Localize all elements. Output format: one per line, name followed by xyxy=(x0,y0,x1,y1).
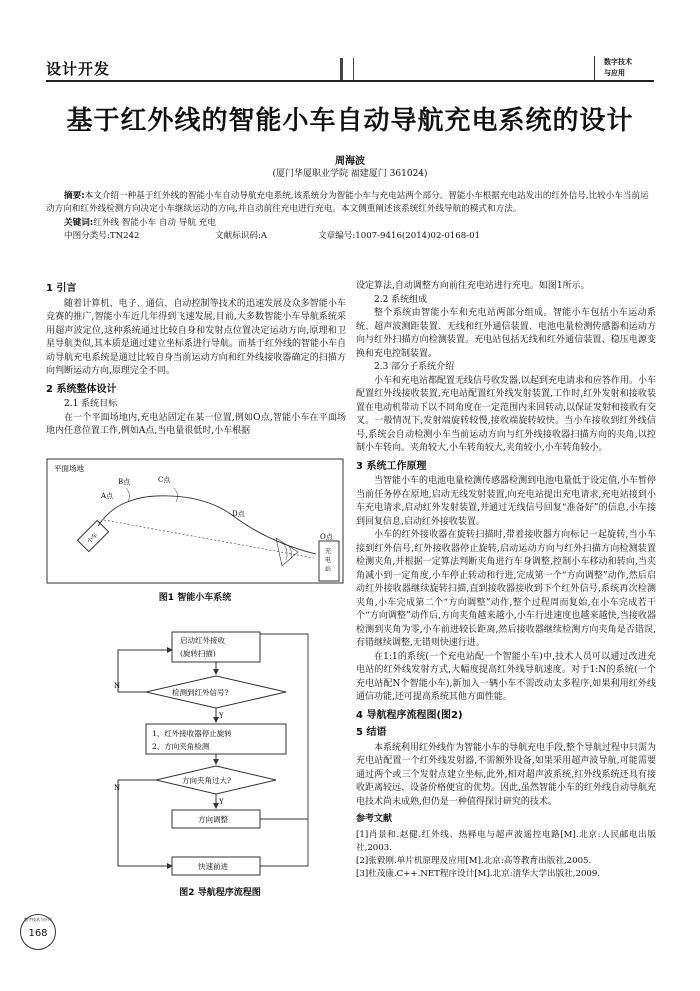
heading-subsystems: 2.3 部分子系统介绍 xyxy=(374,362,455,372)
n-label-2: N xyxy=(114,784,121,792)
principle-paragraph-2: 小车的红外接收器在旋转扫描时,带着接收器方向标记一起旋转,当小车接到红外信号,红外接收器停止旋转,启动运动方向与红外扫描方向检测装置检测夹角,并根据一定算法判断夹角进行车身调整,控制小车移动和转向,当夹角减小到一定角度,小车停止转动和行进,完成第一个“方向调整”动作,然后启动红外接收器继续旋转扫描,直到接收器接收到下个红外信号,系统再次检测夹角,小车完成第二个“方向调整”动作,整个过程周而复始,在小车完成若干个“方向调整”动作后,方向夹角越来越小,小车行进速度也越来越快,当接收器检测到夹角为零,小车前进较长距离,然后接收器继续检测方向夹角是否错误,有错继续调整,无错则快速行进。 xyxy=(356,530,656,648)
car xyxy=(77,520,108,551)
header-bar-thin xyxy=(353,58,354,80)
station-char-2: 电 xyxy=(325,557,332,564)
keywords xyxy=(64,217,654,230)
principle-paragraph-3: 在1:1的系统(一个充电站配一个智能小车)中,技术人员可以通过改进充电站的红外线发射方式,大幅度提高红外线导航速度。对于1:N的系统(一个充电站配N个智能小车),新加入一辆小车不需改动太多程序,如果利用红外线通信功能,还可提高系统其他方面性能。 xyxy=(356,651,656,702)
forward-text: 快速前进 xyxy=(198,862,228,871)
figure-2 xyxy=(100,628,340,878)
point-c-label: C点 xyxy=(158,476,171,484)
scan-arc-b xyxy=(126,488,130,502)
journal-logo xyxy=(594,56,654,80)
page-number: 168 xyxy=(28,928,48,939)
reference-list xyxy=(356,829,656,881)
author: 周海波 xyxy=(335,156,365,167)
header-rule xyxy=(46,80,654,82)
figure-1 xyxy=(46,458,344,584)
heading-components: 2.2 系统组成 xyxy=(374,294,428,305)
keywords-label: 关键词: xyxy=(64,218,94,228)
detect-text: 检测到红外信号? xyxy=(172,688,229,697)
y-label-1: Y xyxy=(219,712,224,720)
reference-item: [2]张毅刚.单片机原理及应用[M].北京:高等教育出版社,2005. xyxy=(356,855,592,866)
start-text-1: 启动红外接收 xyxy=(180,636,225,645)
heading-references: 参考文献 xyxy=(356,814,393,824)
paper-title: 基于红外线的智能小车自动导航充电系统的设计 xyxy=(66,106,634,136)
y-label-2: Y xyxy=(219,798,224,806)
field-border xyxy=(47,459,343,583)
figure-2-flowchart xyxy=(100,628,340,878)
loop-n-1 xyxy=(118,650,172,692)
document-code: 文献标识码:A xyxy=(215,231,268,241)
loop-n-2 xyxy=(118,780,172,866)
affiliation: (厦门华厦职业学院 福建厦门 361024) xyxy=(272,169,428,179)
journal-line1: 数字技术 xyxy=(604,58,632,66)
intro-paragraph: 随着计算机、电子、通信、自动控制等技术的迅速发展及众多智能小车竞赛的推广,智能小车近几年得到飞速发展,目前,大多数智能小车导航系统采用超声波定位,这种系统通过比较自身和发射点位置决定运动方向,原理和卫星导航类似,其本质是通过建立坐标系进行导航。而基于红外线的智能小车自动导航充电系统是通过比较自身当前运动方向和红外线接收器确定的扫描方向判断运动方向,原理完全不同。 xyxy=(46,298,346,376)
principle-paragraph-1: 当智能小车的电池电量检测传感器检测到电池电量低于设定值,小车暂停当前任务停在原地,启动无线发射装置,向充电站提出充电请求,充电站接到小车充电请求,启动红外发射装置,并通过无线信号回复“准备好”的信息,小车接到回复信息,启动红外接收装置。 xyxy=(356,476,656,527)
goal-paragraph: 在一个平面场地内,充电站固定在某一位置,例如O点,智能小车在平面场地内任意位置工作,例如A点,当电量很低时,小车根据 xyxy=(46,412,346,436)
figure-2-caption: 图2 导航程序流程图 xyxy=(179,888,261,898)
reference-item: [3]杜茂康.C++.NET程序设计[M].北京:清华大学出版社,2009. xyxy=(356,868,601,879)
abstract-label: 摘要: xyxy=(64,191,85,201)
badge-text: 数字技术与应用 xyxy=(24,917,52,922)
clc-number: 中图分类号:TN242 xyxy=(64,231,140,241)
header-bar xyxy=(340,58,343,80)
start-text-2: (旋转扫描) xyxy=(180,649,216,658)
right-continuation: 设定算法,自动调整方向前往充电站进行充电。如图1所示。 xyxy=(356,281,590,291)
figure-1-diagram xyxy=(46,458,344,584)
subsystems-paragraph: 小车和充电站都配置无线信号收发器,以起到充电请求和应答作用。小车配置红外线接收装置,充电站配置红外线发射装置,工作时,红外发射和接收装置在电动机带动下以不同角度在一定范围内来回转动,以保证发射和接收有交叉。一般情况下,发射端旋转较慢,接收端旋转较快。当小车接收到红外线信号,系统会自动检测小车当前运动方向与红外线接收器扫描方向的夹角,以控制小车转向。夹角较大,小车转角较大,夹角较小,小车转角较小。 xyxy=(356,375,656,453)
stop-text-1: 1、红外接收器停止旋转 xyxy=(152,729,232,738)
abstract xyxy=(46,190,656,216)
heading-system-goal: 2.1 系统目标 xyxy=(64,399,118,409)
reference-item: [1]肖景和.赵健.红外线、热释电与超声波遥控电路[M].北京:人民邮电出版社,2003. xyxy=(356,829,656,853)
left-column xyxy=(46,278,346,439)
point-o-label: O点 xyxy=(320,533,333,541)
heading-system-design: 2 系统整体设计 xyxy=(46,383,117,395)
station-char-3: 站 xyxy=(325,566,332,573)
station-char-1: 充 xyxy=(325,548,332,555)
figure-1-caption: 图1 智能小车系统 xyxy=(158,593,232,603)
stop-text-2: 2、方向夹角检测 xyxy=(152,742,210,751)
conclusion-paragraph: 本系统利用红外线作为智能小车的导航充电手段,整个导航过程中只需为充电站配置一个红外线发射器,不需额外设备,如果采用超声波导航,可能需要通过两个或三个发射点建立坐标,此外,相对超声波系统,红外线系统还具有接收距离较远、设备价格便宜的优势。因此,虽然智能小车的红外线自动导航充电技术尚未成熟,但仍是一种值得探讨研究的技术。 xyxy=(356,742,656,807)
car-label: 小车 xyxy=(85,531,100,546)
loop-back-2 xyxy=(260,819,308,866)
field-label: 平面场地 xyxy=(54,464,84,473)
heading-flowchart: 4 导航程序流程图(图2) xyxy=(356,709,463,721)
direct-line xyxy=(104,520,314,558)
section-label: 设计开发 xyxy=(46,60,111,78)
adjust-text: 方向调整 xyxy=(198,815,228,824)
point-b-label: B点 xyxy=(118,478,131,486)
n-label-1: N xyxy=(114,682,121,690)
abstract-text: 本文介绍一种基于红外线的智能小车自动导航充电系统,该系统分为智能小车与充电站两个部分。智能小车根据充电站发出的红外信号,比较小车当前运动方向和红外线检测方向决定小车继续运动的方向,并自动前往充电进行充电。本文侧重阐述该系统红外线导航的模式和方法。 xyxy=(46,191,649,214)
keywords-text: 红外线 智能小车 自动 导航 充电 xyxy=(93,218,216,228)
angle-text: 方向夹角过大? xyxy=(182,776,232,785)
heading-introduction: 1 引言 xyxy=(46,283,77,294)
point-a-label: A点 xyxy=(101,492,114,500)
components-paragraph: 整个系统由智能小车和充电站两部分组成。智能小车包括小车运动系统、超声波测距装置、无线和红外通信装置、电池电量检测传感器和运动方向与红外扫描方向检测装置。充电站包括无线和红外通信装置、稳压电源变换和充电控制装置。 xyxy=(356,308,656,359)
page-badge xyxy=(20,914,56,950)
heading-principle: 3 系统工作原理 xyxy=(356,460,427,472)
point-d-label: D点 xyxy=(232,510,245,518)
path-curve xyxy=(98,496,316,554)
right-column xyxy=(356,280,656,881)
scan-arc-c xyxy=(174,488,178,502)
ir-wave-1 xyxy=(284,544,287,560)
journal-line2: 与应用 xyxy=(604,69,625,77)
article-number: 文章编号:1007-9416(2014)02-0168-01 xyxy=(318,231,481,241)
heading-conclusion: 5 结语 xyxy=(356,727,387,738)
